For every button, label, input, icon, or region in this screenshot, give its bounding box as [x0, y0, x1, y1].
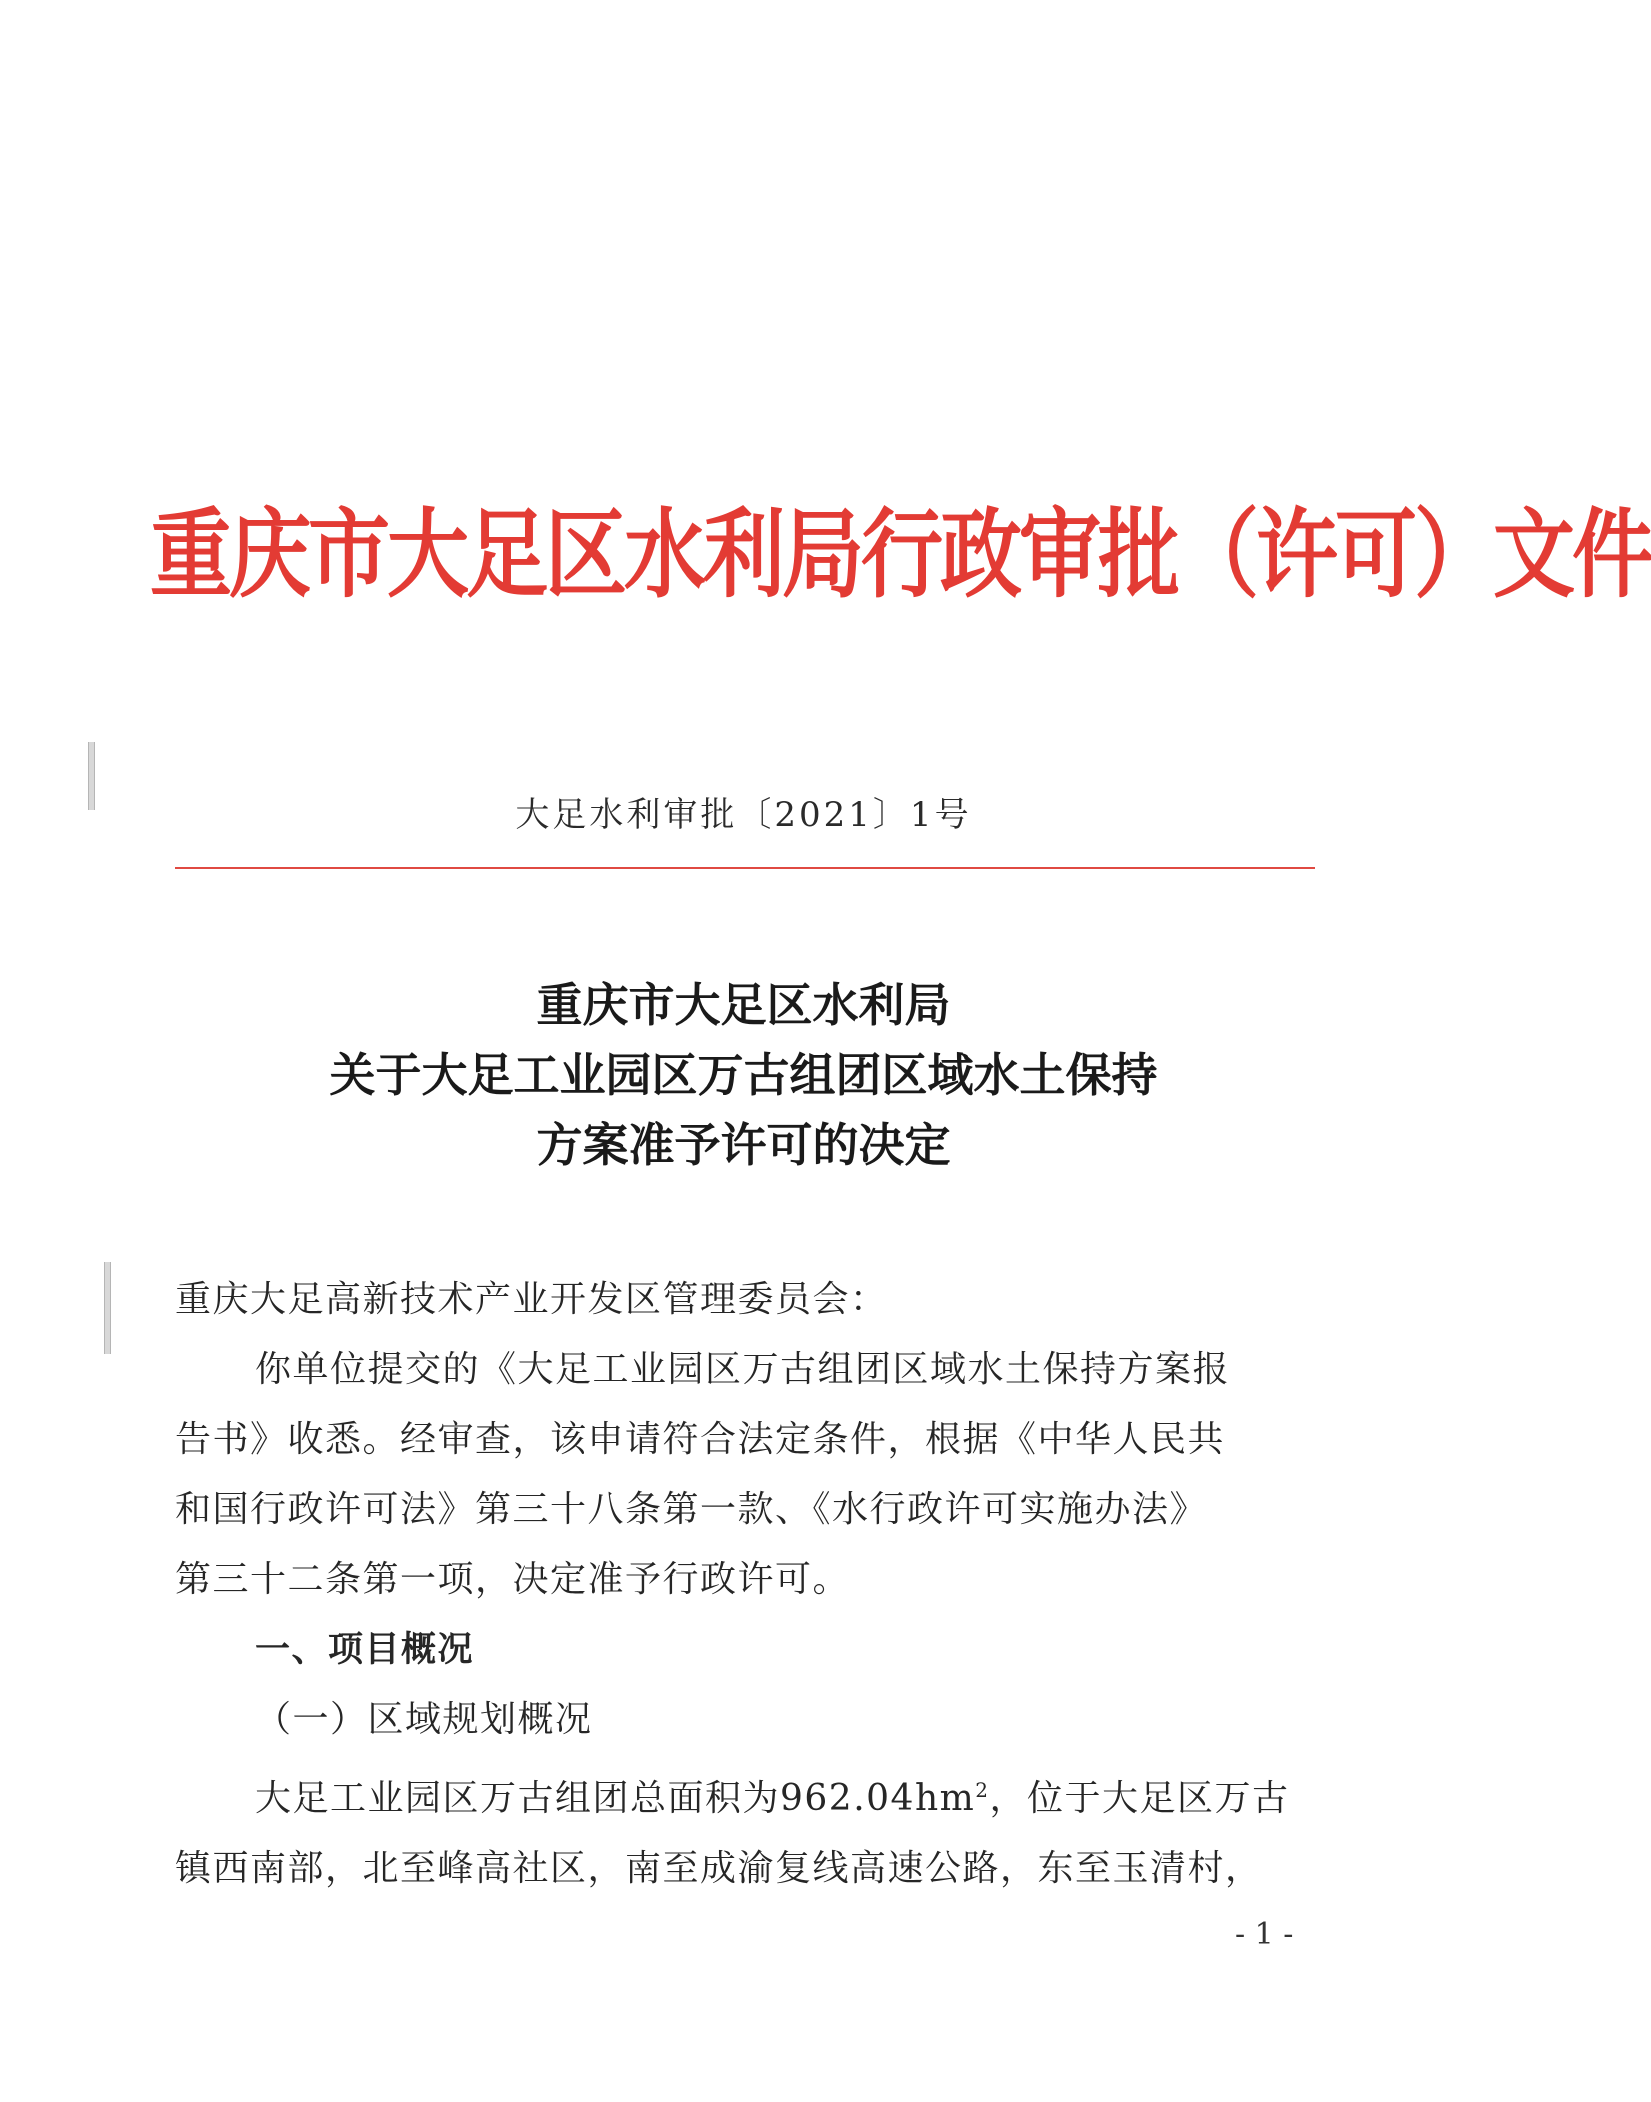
title-line-1: 重庆市大足区水利局	[536, 978, 951, 1032]
section-heading-1: 一、项目概况	[255, 1630, 475, 1670]
subsection-heading-1: （一）区域规划概况	[255, 1699, 593, 1740]
addressee: 重庆大足高新技术产业开发区管理委员会：	[175, 1279, 888, 1320]
paragraph-1-line-3: 和国行政许可法》第三十八条第一款、《水行政许可实施办法》	[175, 1489, 1208, 1530]
document-number: 大足水利审批〔2021〕1号	[515, 795, 972, 835]
paragraph-1-line-1: 你单位提交的《大足工业园区万古组团区域水土保持方案报	[255, 1349, 1231, 1390]
paragraph-1-line-2: 告书》收悉。经审查，该申请符合法定条件，根据《中华人民共	[175, 1419, 1226, 1460]
paragraph-1-line-4: 第三十二条第一项，决定准予行政许可。	[175, 1559, 851, 1600]
paragraph-2-line-1-rest: ，位于大足区万古	[989, 1778, 1290, 1819]
red-divider-line	[175, 867, 1315, 869]
paragraph-2-line-1	[175, 1755, 1315, 1834]
document-body	[175, 1265, 1315, 1904]
page-number: - 1 -	[1235, 1917, 1294, 1952]
masthead-title: 重庆市大足区水利局行政审批（许可）文件	[150, 499, 1651, 612]
paragraph-2-line-2: 镇西南部，北至峰高社区，南至成渝复线高速公路，东至玉清村，	[175, 1848, 1263, 1889]
scan-margin-mark-lower	[104, 1262, 111, 1354]
title-line-3: 方案准予许可的决定	[536, 1118, 951, 1172]
area-unit-superscript: 2	[975, 1778, 990, 1802]
paragraph-2-line-1-text: 大足工业园区万古组团总面积为962.04hm	[255, 1778, 976, 1819]
document-title	[0, 970, 1487, 1180]
title-line-2: 关于大足工业园区万古组团区域水土保持	[329, 1048, 1158, 1102]
